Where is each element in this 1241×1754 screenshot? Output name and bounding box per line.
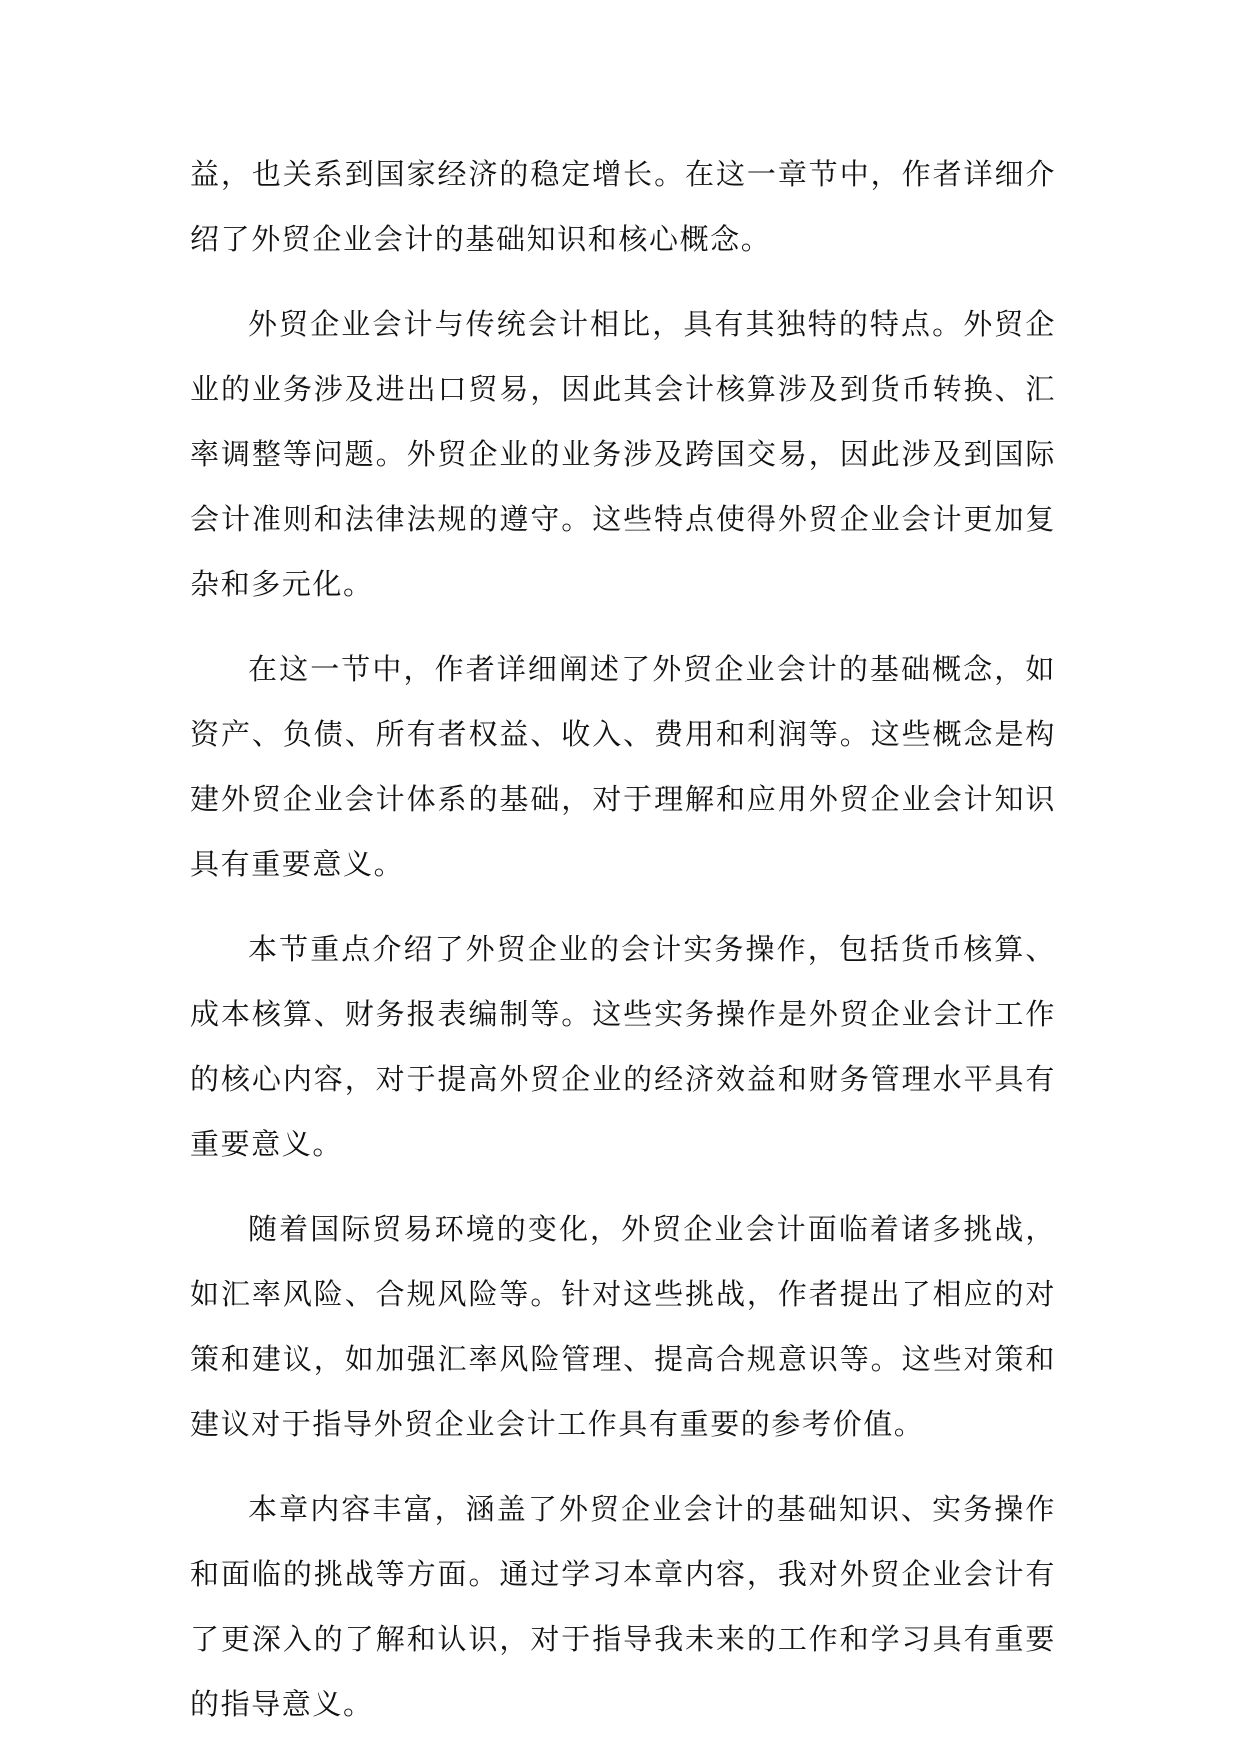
paragraph-features: 外贸企业会计与传统会计相比，具有其独特的特点。外贸企业的业务涉及进出口贸易，因此其会计核算涉及到货币转换、汇率调整等问题。外贸企业的业务涉及跨国交易，因此涉及到国际会计准则和法律法规的遵守。这些特点使得外贸企业会计更加复杂和多元化。 [190,307,1056,601]
paragraph-challenges: 随着国际贸易环境的变化，外贸企业会计面临着诸多挑战，如汇率风险、合规风险等。针对这些挑战，作者提出了相应的对策和建议，如加强汇率风险管理、提高合规意识等。这些对策和建议对于指导外贸企业会计工作具有重要的参考价值。 [190,1212,1056,1441]
paragraph-summary: 本章内容丰富，涵盖了外贸企业会计的基础知识、实务操作和面临的挑战等方面。通过学习本章内容，我对外贸企业会计有了更深入的了解和认识，对于指导我未来的工作和学习具有重要的指导意义。 [190,1492,1056,1721]
paragraph-continuation: 益，也关系到国家经济的稳定增长。在这一章节中，作者详细介绍了外贸企业会计的基础知识和核心概念。 [190,157,1056,256]
document-body [190,142,1056,1737]
paragraph-practice: 本节重点介绍了外贸企业的会计实务操作，包括货币核算、成本核算、财务报表编制等。这些实务操作是外贸企业会计工作的核心内容，对于提高外贸企业的经济效益和财务管理水平具有重要意义。 [190,932,1056,1161]
paragraph-basic-concepts: 在这一节中，作者详细阐述了外贸企业会计的基础概念，如资产、负债、所有者权益、收入、费用和利润等。这些概念是构建外贸企业会计体系的基础，对于理解和应用外贸企业会计知识具有重要意义。 [190,652,1056,881]
